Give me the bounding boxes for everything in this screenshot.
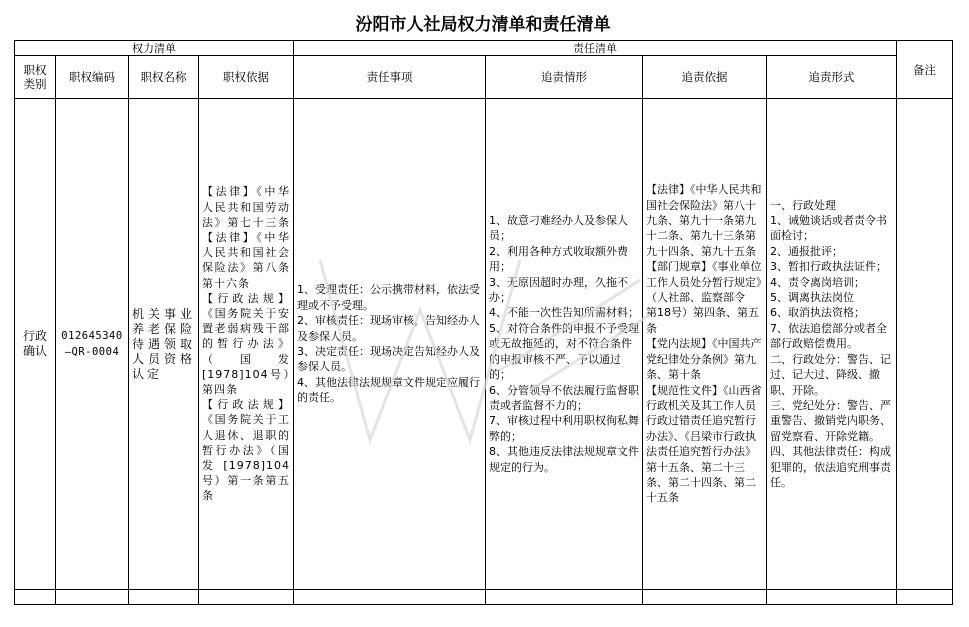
name-line: 人员资格 xyxy=(132,351,195,366)
table-row xyxy=(15,99,953,590)
blank-cell xyxy=(199,590,294,605)
blank-cell xyxy=(767,590,897,605)
name-line: 养老保险 xyxy=(132,321,195,336)
blank-cell xyxy=(56,590,129,605)
blank-cell xyxy=(15,590,56,605)
cell-accountability-form: 一、行政处理 1、诫勉谈话或者责令书面检讨； 2、通报批评； 3、暂扣行政执法证件； 4、责令离岗培训； 5、调离执法岗位 6、取消执法资格； 7、依法追偿部分或者全部行政赔偿费用。 二、行政处分：警告、记过、记大过、降级、撤职、开除。 三、党纪处分：警告、严重警告、撤销党内职务、留党察看、开除党籍。 四、其他法律责任：构成犯罪的，依法追究刑事责任。 xyxy=(767,99,897,590)
blank-cell xyxy=(486,590,643,605)
document-title: 汾阳市人社局权力清单和责任清单 xyxy=(355,15,611,35)
blank-cell xyxy=(129,590,199,605)
blank-cell xyxy=(643,590,767,605)
header-remarks: 备注 xyxy=(897,41,953,99)
cell-code: 012645340 —QR-0004 xyxy=(56,99,129,590)
cell-category: 行政 确认 xyxy=(15,99,56,590)
cell-name xyxy=(129,99,199,590)
cell-basis: 【法律】《中华人民共和国劳动法》第七十三条 【法律】《中华人民共和国社会保险法》第八条第十六条 【行政法规】《国务院关于安置老弱病残干部的暂行办法》（国发[1978]104号）第四条 【行政法规】《国务院关于工人退休、退职的暂行办法》（国发[1978]104号）第一条第五条 xyxy=(199,99,294,590)
blank-cell xyxy=(897,590,953,605)
header-accountability-form: 追责形式 xyxy=(767,56,897,99)
blank-cell xyxy=(294,590,486,605)
header-category: 职权 类别 xyxy=(15,56,56,99)
name-line: 认定 xyxy=(132,366,163,381)
power-responsibility-table xyxy=(14,40,953,605)
blank-row xyxy=(15,590,953,605)
cell-accountability-case: 1、故意刁难经办人及参保人员； 2、利用各种方式收取额外费用； 3、无原因超时办理，久拖不办； 4、不能一次性告知所需材料； 5、对符合条件的申报不予受理或无故拖延的，对不符合条件的申报审核不严、予以通过的； 6、分管领导不依法履行监督职责或者监督不力的； 7、审核过程中利用职权徇私舞弊的； 8、其他违反法律法规规章文件规定的行为。 xyxy=(486,99,643,590)
power-list-group: 权力清单 xyxy=(15,41,294,56)
cell-duty: 1、受理责任：公示携带材料，依法受理或不予受理。 2、审核责任：现场审核，告知经办人及参保人员。 3、决定责任：现场决定告知经办人及参保人员。 4、其他法律法规规章文件规定应履行的责任。 xyxy=(294,99,486,590)
header-accountability-basis: 追责依据 xyxy=(643,56,767,99)
column-header-row xyxy=(15,56,953,99)
cell-accountability-basis: 【法律】《中华人民共和国社会保险法》第八十九条、第九十一条第九十二条、第九十三条第九十四条、第九十五条 【部门规章】《事业单位工作人员处分暂行规定》（人社部、监察部令 第18号）第四条、第五条 【党内法规】《中国共产党纪律处分条例》第九条、第十条 【规范性文件】《山西省行政机关及其工作人员行政过错责任追究暂行办法》、《吕梁市行政执法责任追究暂行办法》第十五条、第二十三条、第二十四条、第二十五条 xyxy=(643,99,767,590)
header-name: 职权名称 xyxy=(129,56,199,99)
responsibility-list-group: 责任清单 xyxy=(294,41,897,56)
header-duty: 责任事项 xyxy=(294,56,486,99)
name-line: 机关事业 xyxy=(132,306,195,321)
cell-remarks xyxy=(897,99,953,590)
header-code: 职权编码 xyxy=(56,56,129,99)
header-accountability-case: 追责情形 xyxy=(486,56,643,99)
header-basis: 职权依据 xyxy=(199,56,294,99)
name-line: 待遇领取 xyxy=(132,336,195,351)
group-header-row xyxy=(15,41,953,56)
